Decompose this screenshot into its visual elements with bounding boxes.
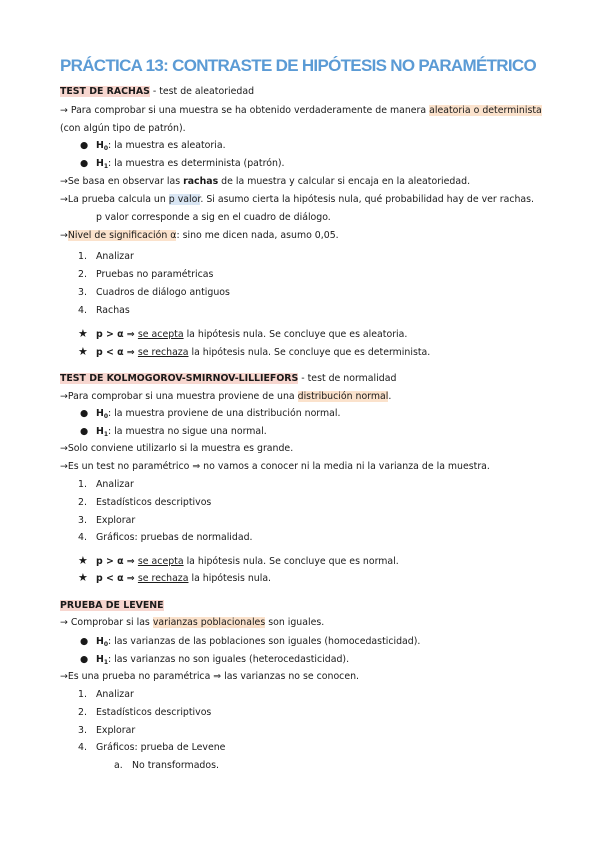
h1-sub: 1: [103, 659, 109, 666]
concl-text: la hipótesis nula. Se concluye que es aleatoria.: [183, 329, 408, 340]
ks-h1: [96, 426, 267, 441]
prueba-highlight: p valor: [168, 194, 201, 205]
h1-label: H: [96, 426, 104, 437]
bullet-dot: ●: [80, 408, 89, 419]
rachas-pvalor: p valor corresponde a sig en el cuadro de diálogo.: [96, 212, 331, 223]
list-item: Estadísticos descriptivos: [96, 707, 212, 718]
ks-intro-text: →Para comprobar si una muestra proviene de una: [60, 391, 298, 402]
levene-intro-highlight: varianzas poblacionales: [152, 617, 266, 628]
section-heading-label: TEST DE RACHAS: [60, 86, 150, 97]
list-item: Gráficos: prueba de Levene: [96, 742, 226, 753]
list-number: 4.: [78, 532, 87, 543]
levene-intro-end: son iguales.: [265, 617, 325, 628]
h0-label: H: [96, 140, 104, 151]
ks-intro-highlight: distribución normal: [297, 391, 389, 402]
concl-verb: se acepta: [137, 556, 184, 567]
levene-intro-text: → Comprobar si las: [60, 617, 153, 628]
rachas-conclusion-reject: [96, 347, 430, 359]
bullet-dot: ●: [80, 158, 89, 169]
section-heading-sub: - test de aleatoriedad: [149, 86, 255, 97]
star-icon: ★: [78, 554, 88, 567]
list-item: Analizar: [96, 251, 134, 262]
list-number: 1.: [78, 689, 87, 700]
h0-sub: 0: [103, 641, 109, 648]
nivel-arrow: →: [60, 230, 68, 241]
concl-condition: p < α ⇒: [96, 347, 138, 358]
levene-intro: [60, 617, 324, 629]
list-item: Gráficos: pruebas de normalidad.: [96, 532, 253, 543]
page-title: PRÁCTICA 13: CONTRASTE DE HIPÓTESIS NO PARAMÉTRICO: [60, 56, 536, 75]
bullet-dot: ●: [80, 426, 89, 437]
rachas-intro-cont: (con algún tipo de patrón).: [60, 123, 186, 134]
star-icon: ★: [78, 345, 88, 358]
ks-conclusion-reject: [96, 573, 271, 585]
list-number: 3.: [78, 725, 87, 736]
h0-sub: 0: [103, 145, 109, 152]
list-item: Analizar: [96, 479, 134, 490]
nivel-highlight: Nivel de significación α: [67, 230, 177, 241]
prueba-text: →La prueba calcula un: [60, 194, 169, 205]
list-item: Estadísticos descriptivos: [96, 497, 212, 508]
h1-label: H: [96, 158, 104, 169]
rachas-h1: [96, 158, 285, 173]
sublist-letter: a.: [114, 760, 123, 771]
rachas-intro-highlight: aleatoria o determinista: [429, 105, 542, 116]
levene-h1: [96, 654, 349, 669]
concl-text: la hipótesis nula.: [188, 573, 272, 584]
rachas-nivel: [60, 230, 339, 242]
ks-conclusion-accept: [96, 556, 399, 568]
sublist-item: No transformados.: [132, 760, 219, 771]
concl-verb: se rechaza: [137, 347, 189, 358]
concl-condition: p < α ⇒: [96, 573, 138, 584]
section-heading-label: PRUEBA DE LEVENE: [60, 600, 164, 611]
h0-label: H: [96, 636, 104, 647]
h1-sub: 1: [103, 163, 109, 170]
concl-condition: p > α ⇒: [96, 556, 138, 567]
rachas-conclusion-accept: [96, 329, 407, 341]
concl-text: la hipótesis nula. Se concluye que es determinista.: [188, 347, 431, 358]
h0-text: : la muestra es aleatoria.: [108, 140, 226, 151]
concl-condition: p > α ⇒: [96, 329, 138, 340]
h1-text: : la muestra no sigue una normal.: [108, 426, 267, 437]
ks-intro: [60, 391, 391, 403]
list-number: 2.: [78, 707, 87, 718]
h0-label: H: [96, 408, 104, 419]
h1-sub: 1: [103, 431, 109, 438]
concl-text: la hipótesis nula. Se concluye que es normal.: [183, 556, 399, 567]
rachas-basa: [60, 176, 470, 188]
levene-h0: [96, 636, 420, 651]
list-item: Cuadros de diálogo antiguos: [96, 287, 230, 298]
star-icon: ★: [78, 571, 88, 584]
section-heading-ks: [60, 373, 396, 385]
concl-verb: se acepta: [137, 329, 184, 340]
list-item: Explorar: [96, 515, 136, 526]
h0-sub: 0: [103, 413, 109, 420]
section-heading-label: TEST DE KOLMOGOROV-SMIRNOV-LILLIEFORS: [60, 373, 299, 384]
ks-h0: [96, 408, 340, 423]
h1-text: : la muestra es determinista (patrón).: [108, 158, 285, 169]
h0-text: : la muestra proviene de una distribución normal.: [108, 408, 341, 419]
rachas-h0: [96, 140, 226, 155]
levene-prueba: →Es una prueba no paramétrica ⇒ las varianzas no se conocen.: [60, 671, 360, 682]
rachas-intro: [60, 105, 542, 117]
basa-bold: rachas: [183, 176, 219, 187]
nivel-text: : sino me dicen nada, asumo 0,05.: [176, 230, 339, 241]
list-number: 4.: [78, 742, 87, 753]
prueba-text-b: . Si asumo cierta la hipótesis nula, qué probabilidad hay de ver rachas.: [200, 194, 535, 205]
h0-text: : las varianzas de las poblaciones son iguales (homocedasticidad).: [108, 636, 421, 647]
list-number: 4.: [78, 305, 87, 316]
list-number: 2.: [78, 269, 87, 280]
bullet-dot: ●: [80, 636, 89, 647]
list-number: 2.: [78, 497, 87, 508]
list-item: Pruebas no paramétricas: [96, 269, 214, 280]
concl-verb: se rechaza: [137, 573, 189, 584]
section-heading-sub: - test de normalidad: [298, 373, 397, 384]
h1-label: H: [96, 654, 104, 665]
list-number: 1.: [78, 479, 87, 490]
list-item: Explorar: [96, 725, 136, 736]
h1-text: : las varianzas no son iguales (heterocedasticidad).: [108, 654, 350, 665]
section-heading-levene: [60, 600, 164, 612]
list-number: 3.: [78, 287, 87, 298]
basa-text: →Se basa en observar las: [60, 176, 184, 187]
bullet-dot: ●: [80, 140, 89, 151]
star-icon: ★: [78, 327, 88, 340]
ks-test: →Es un test no paramétrico ⇒ no vamos a conocer ni la media ni la varianza de la muestra.: [60, 461, 490, 472]
section-heading-rachas: [60, 86, 254, 98]
basa-text-b: de la muestra y calcular si encaja en la aleatoriedad.: [218, 176, 471, 187]
bullet-dot: ●: [80, 654, 89, 665]
list-number: 1.: [78, 251, 87, 262]
rachas-prueba: [60, 194, 534, 206]
rachas-intro-text: → Para comprobar si una muestra se ha obtenido verdaderamente de manera: [60, 105, 430, 116]
list-item: Analizar: [96, 689, 134, 700]
list-number: 3.: [78, 515, 87, 526]
ks-solo: →Solo conviene utilizarlo si la muestra es grande.: [60, 443, 294, 454]
ks-intro-end: .: [388, 391, 392, 402]
list-item: Rachas: [96, 305, 130, 316]
